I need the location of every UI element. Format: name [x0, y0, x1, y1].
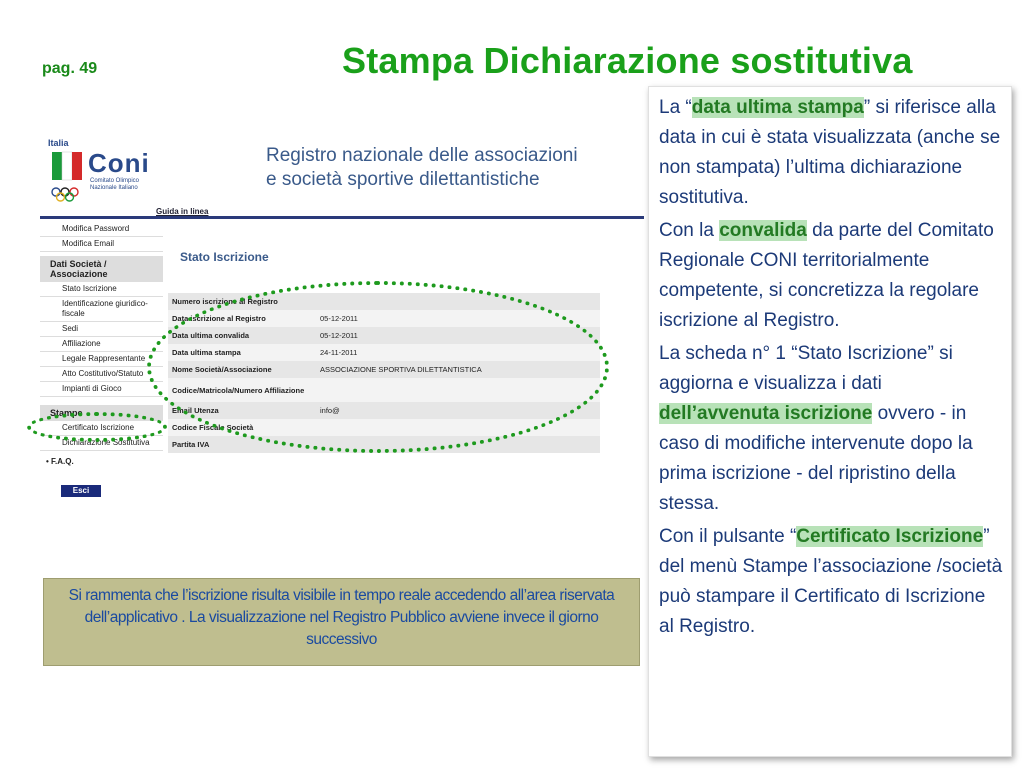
text: La scheda n° 1 “Stato Iscrizione” si aggiorna e visualizza i dati — [659, 343, 953, 394]
explanation-paragraph-4 — [659, 522, 1003, 642]
registry-title — [266, 144, 578, 192]
text: La “ — [659, 97, 692, 118]
text: ” del menù Stampe l’associazione /società può stampare il Certificato di Iscrizione al Registro. — [659, 526, 1003, 637]
olympic-flag-icon — [50, 148, 86, 208]
highlight-avvenuta-iscrizione: dell’avvenuta iscrizione — [659, 403, 873, 424]
row-label: Codice/Matricola/Numero Affiliazione — [168, 378, 316, 402]
explanation-paragraph-1 — [659, 93, 1003, 213]
dotted-highlight-table — [147, 281, 609, 453]
menu-sedi[interactable]: Sedi — [40, 322, 163, 337]
menu-atto[interactable]: Atto Costitutivo/Statuto — [40, 367, 163, 382]
explanation-paragraph-3 — [659, 339, 1003, 519]
highlight-data-ultima-stampa: data ultima stampa — [691, 97, 864, 118]
menu-dichiarazione[interactable]: Dichiarazione Sostitutiva — [40, 436, 163, 451]
menu-affiliazione[interactable]: Affiliazione — [40, 337, 163, 352]
row-label: Email Utenza — [168, 402, 316, 419]
row-value: ASSOCIAZIONE SPORTIVA DILETTANTISTICA — [316, 361, 600, 378]
highlight-convalida: convalida — [719, 220, 807, 241]
text: da parte del Comitato Regionale CONI territorialmente competente, si concretizza la regolare iscrizione al Registro. — [659, 220, 994, 331]
stato-iscrizione-title: Stato Iscrizione — [180, 250, 269, 264]
menu-identificazione[interactable]: Identificazione giuridico-fiscale — [40, 297, 163, 322]
dotted-highlight-certificato — [27, 412, 167, 442]
text: Con la — [659, 220, 720, 241]
registry-title-line2: e società sportive dilettantistiche — [266, 169, 540, 190]
menu-stato-iscrizione[interactable]: Stato Iscrizione — [40, 282, 163, 297]
text: ovvero - in caso di modifiche intervenute dopo la prima iscrizione - del ripristino della stessa. — [659, 403, 973, 514]
row-label: Numero iscrizione al Registro — [168, 293, 316, 310]
menu-impianti[interactable]: Impianti di Gioco — [40, 382, 163, 397]
highlight-certificato-iscrizione: Certificato Iscrizione — [796, 526, 984, 547]
menu-legale[interactable]: Legale Rappresentante — [40, 352, 163, 367]
note-box — [43, 578, 640, 666]
logo-coni-text: Coni — [88, 148, 150, 178]
header-bar — [40, 216, 644, 219]
explanation-panel — [648, 86, 1012, 757]
menu-certificato[interactable]: Certificato Iscrizione — [40, 421, 163, 436]
guide-link[interactable]: Guida in linea — [156, 207, 209, 216]
menu-faq[interactable]: • F.A.Q. — [46, 457, 74, 466]
row-value: 24-11-2011 — [316, 344, 600, 361]
coni-logo — [48, 138, 158, 202]
row-label: Data iscrizione al Registro — [168, 310, 316, 327]
text: ” si riferisce alla data in cui è stata visualizzata (anche se non stampata) l’ultima dichiarazione sostitutiva. — [659, 97, 1001, 208]
explanation-paragraph-2 — [659, 216, 1003, 336]
row-label: Nome Società/Associazione — [168, 361, 316, 378]
menu-modify-email[interactable]: Modifica Email — [40, 237, 163, 252]
menu-modify-password[interactable]: Modifica Password — [40, 222, 163, 237]
row-value: 05-12-2011 — [316, 327, 600, 344]
exit-button[interactable]: Esci — [61, 485, 101, 497]
page-number: pag. 49 — [42, 60, 98, 77]
logo-subtitle: Comitato Olimpico Nazionale Italiano — [90, 178, 140, 191]
row-label: Codice Fiscale Società — [168, 419, 316, 436]
row-label: Data ultima stampa — [168, 344, 316, 361]
text: Con il pulsante “ — [659, 526, 797, 547]
menu-section-stampe: Stampe — [40, 405, 163, 421]
slide-title: Stampa Dichiarazione sostitutiva — [342, 40, 913, 81]
registry-title-line1: Registro nazionale delle associazioni — [266, 145, 578, 166]
row-value: 05-12-2011 — [316, 310, 600, 327]
note-text: Si rammenta che l’iscrizione risulta visibile in tempo reale accedendo all’area riservata dell’applicativo . La visualizzazione nel Registro Pubblico avviene invece il giorno successivo — [68, 587, 615, 648]
row-value: info@ — [316, 402, 600, 419]
logo-italia-text: Italia — [48, 138, 69, 148]
row-label: Data ultima convalida — [168, 327, 316, 344]
menu-section-company: Dati Società / Associazione — [40, 256, 163, 282]
row-label: Partita IVA — [168, 436, 316, 453]
